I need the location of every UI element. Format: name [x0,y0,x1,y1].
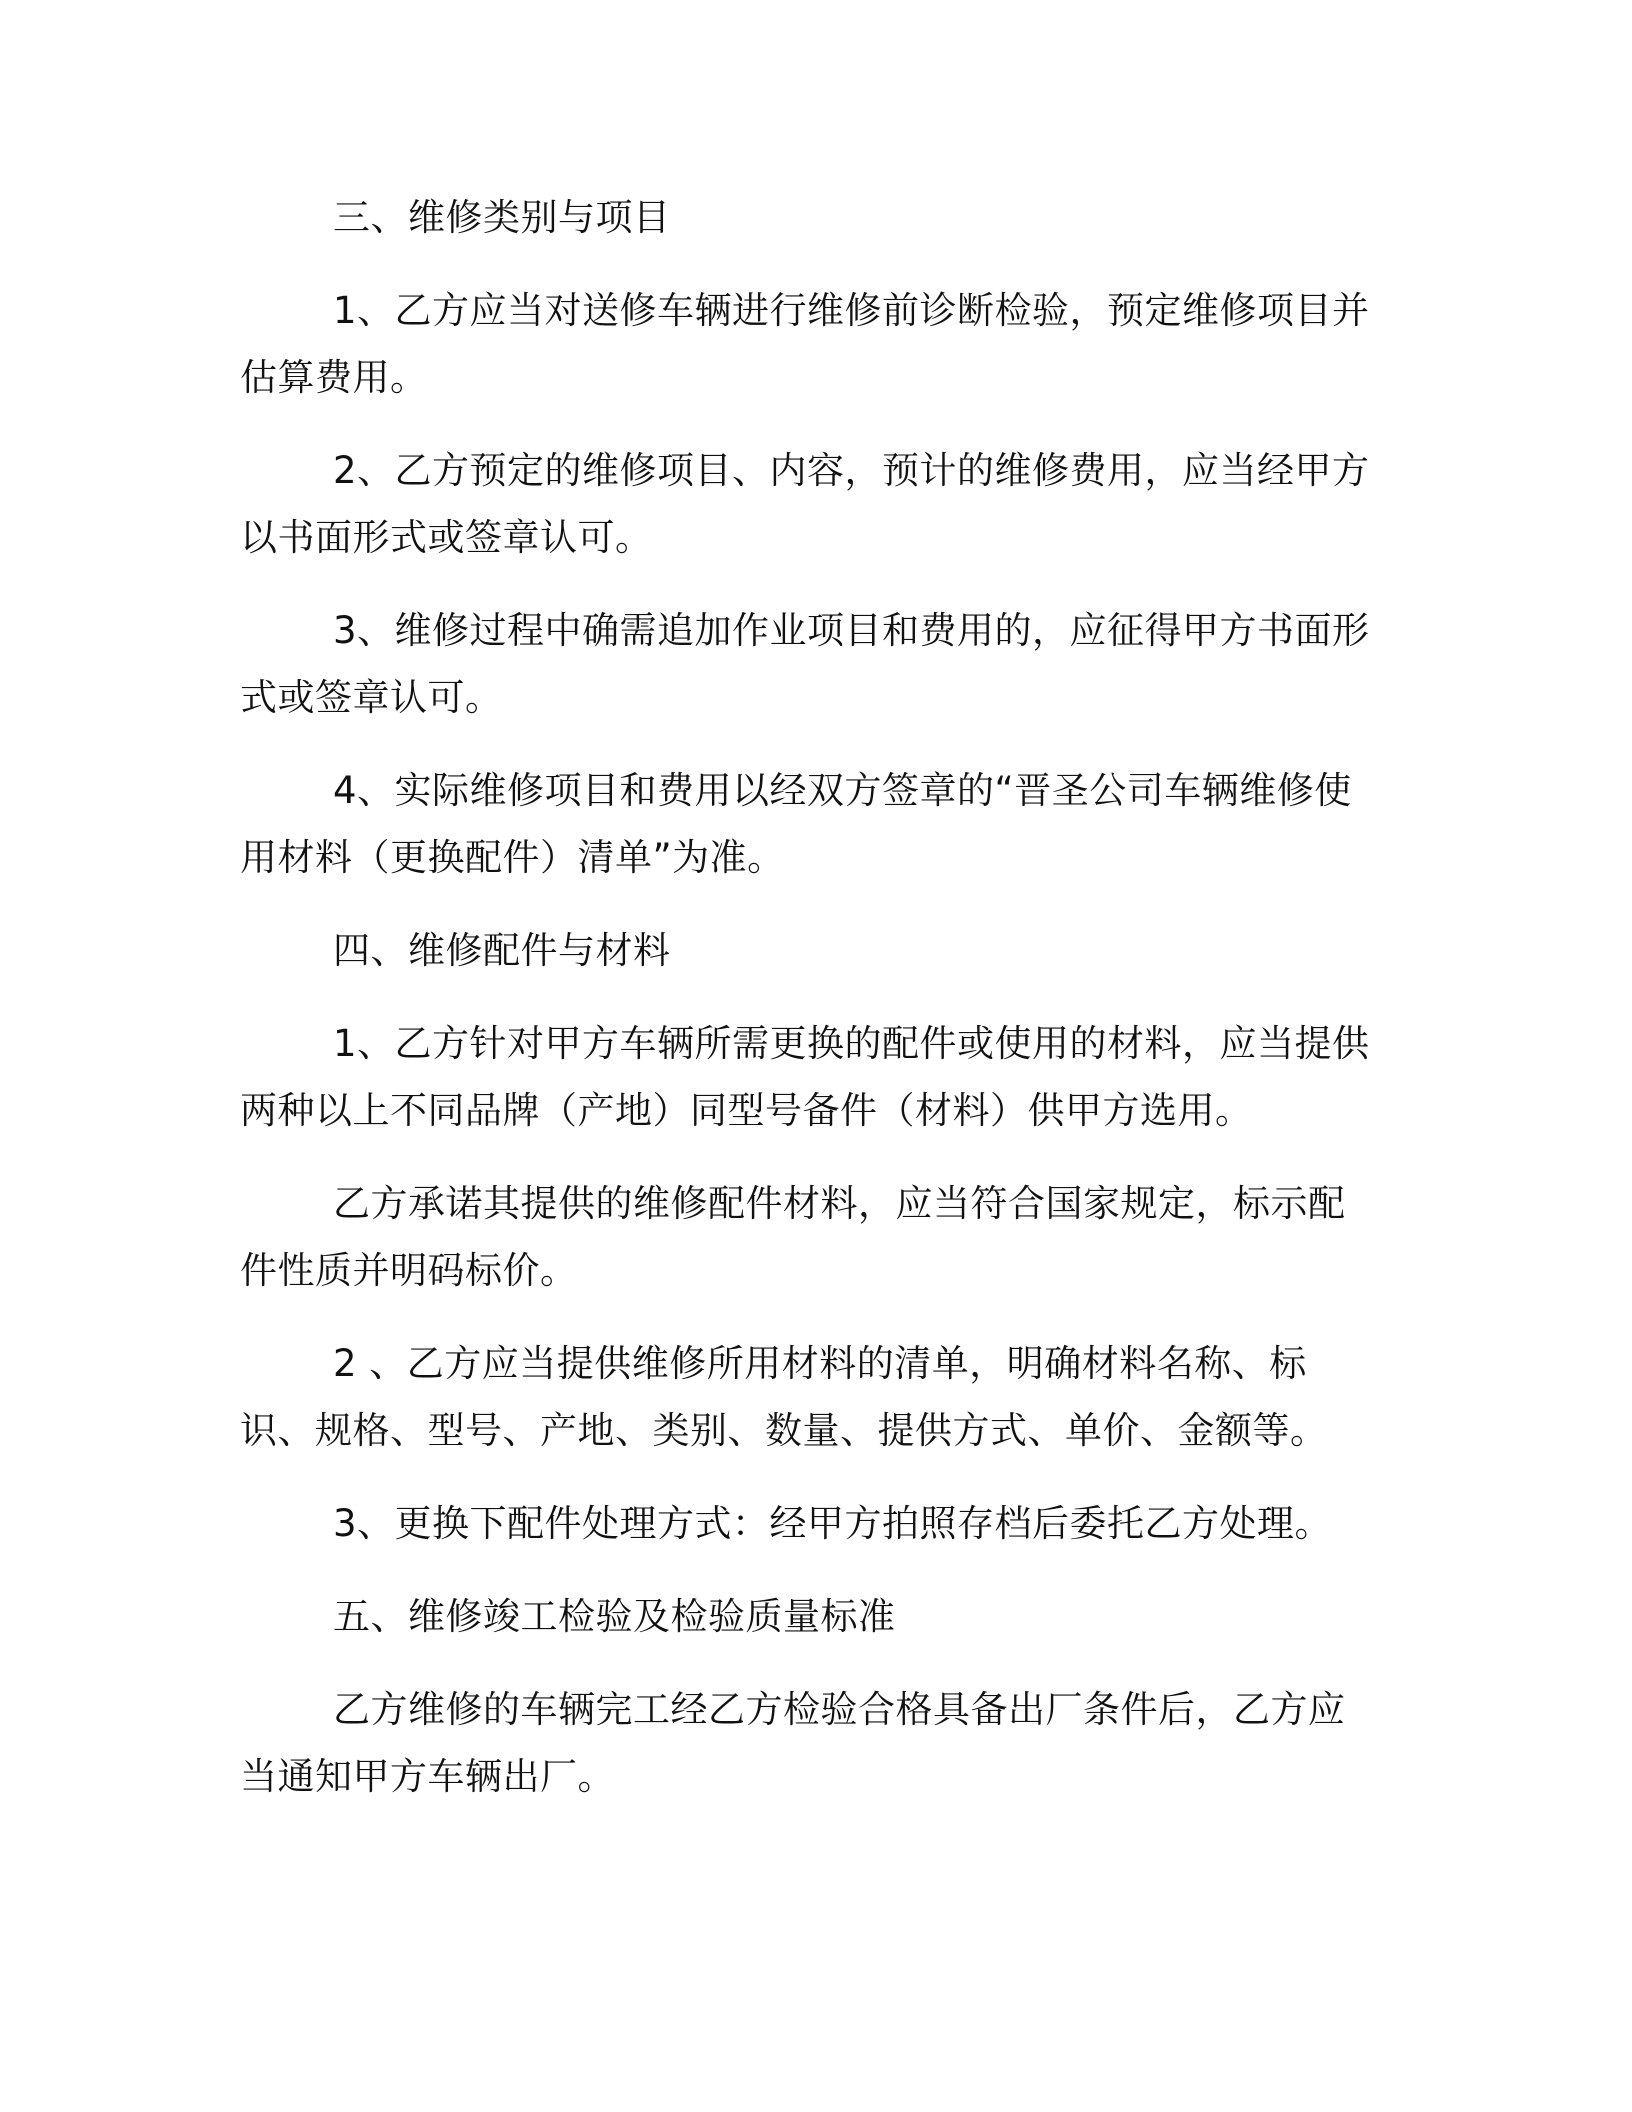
clause-5-body: 乙方维修的车辆完工经乙方检验合格具备出厂条件后，乙方应当通知甲方车辆出厂。 [240,1688,1346,1798]
clause-4-2: 2 、乙方应当提供维修所用材料的清单，明确材料名称、标识、规格、型号、产地、类别、数量、提供方式、单价、金额等。 [240,1342,1328,1452]
clause-4-3: 3、更换下配件处理方式：经甲方拍照存档后委托乙方处理。 [333,1502,1333,1545]
section-heading-4: 四、维修配件与材料 [333,929,671,972]
section-heading-3: 三、维修类别与项目 [333,196,671,239]
clause-3-3: 3、维修过程中确需追加作业项目和费用的，应征得甲方书面形式或签章认可。 [240,609,1370,719]
clause-3-1: 1、乙方应当对送修车辆进行维修前诊断检验，预定维修项目并估算费用。 [240,289,1370,399]
clause-4-1-supplement: 乙方承诺其提供的维修配件材料，应当符合国家规定，标示配件性质并明码标价。 [240,1182,1346,1292]
clause-4-1: 1、乙方针对甲方车辆所需更换的配件或使用的材料，应当提供两种以上不同品牌（产地）同型号备件（材料）供甲方选用。 [240,1022,1370,1132]
clause-3-4: 4、实际维修项目和费用以经双方签章的“晋圣公司车辆维修使用材料（更换配件）清单”为准。 [240,769,1352,879]
section-heading-5: 五、维修竣工检验及检验质量标准 [333,1595,896,1638]
clause-3-2: 2、乙方预定的维修项目、内容，预计的维修费用，应当经甲方以书面形式或签章认可。 [240,449,1370,559]
